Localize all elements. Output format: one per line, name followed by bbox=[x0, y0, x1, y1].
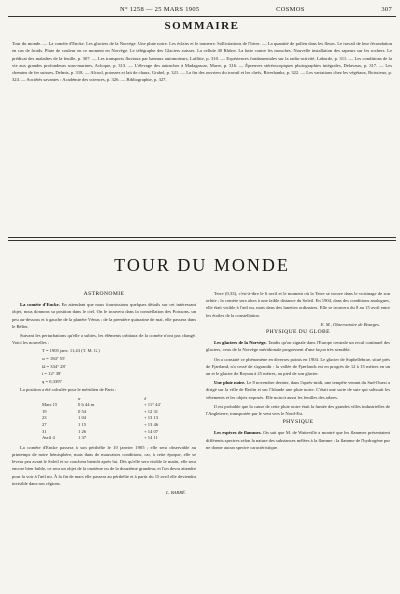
paragraph: La comète d'Encke. En attendant que nous fournissions quelques détails sur cet intéressant objet, nous donnons sa position dans le ciel. On le trouvera dans la constellation des Poissons, un peu au-dessous et à gauche de la planète Vénus ; de la première quinzaine de mai, elle passera dans le Bélier. bbox=[12, 302, 196, 329]
sommaire-text: Tour du monde. — La comète d'Encke. Les glaciers de la Norvège. Une pluie noire. Les éclairs et le tonnerre. Sollicitations de l'hiver. — La quantité de pollen dans les fleurs. Le travail de leur fécondation en cas de froids. Pluie de couleur en ce moment en Norvège. Le télégraphe des Glaciers suisses. La cellule 40 Rhône. La lutte contre les mouches. Nouvelle installation des sapeurs sur les rochers. Le prédicat des maladies de la feuille, p. 307. — Les transports fluviaux par bateaux automoteurs, Laffitte, p. 310. — Expériences fondamentales sur la radio-activité, Laborde, p. 311. — Les conditions de la vie aux grandes profondeurs sous-marines, Acloque, p. 313. — L'élevage des autruches à Madagascar, Marre, p. 316. — Épreuves stéréoscopiques photographies intégrales, Delavaux, p. 317. — Les chemins de fer suisses, Delmis, p. 318. — Alcool, potasses et lait de chaux, Grabel, p. 321. — La fin des ouvriers du travail et les chefs, Riverbanks, p. 322. — Les variations chez les végétaux, Boissieux, p. 324. — Sociétés savantes : Académie des sciences, p. 326. — Bibliographie, p. 327. bbox=[12, 41, 392, 83]
right-column bbox=[206, 290, 390, 590]
paragraph: Il est probable que la cause de cette pluie noire était la fumée des grandes villes industrielles de l'Angleterre, transportée par le vent vers le Nord-Est. bbox=[206, 403, 390, 417]
lead-especes: Les espèces de flammes. bbox=[214, 430, 262, 436]
table-cell: 0 h 44 m bbox=[78, 402, 95, 408]
paragraph: Les espèces de flammes. On sait que M. de Watteville a montré que les flammes présentaient différents spectres selon la nature des substances mêlées à la flamme ; la flamme de l'hydrogène pur ne donne aucun spectre caractéristique. bbox=[206, 430, 390, 450]
table-cell: + 13 46 bbox=[144, 421, 159, 427]
orbital-element: q = 0,3397 bbox=[42, 378, 62, 384]
table-cell: 31 bbox=[42, 428, 47, 434]
issue-number: N° 1258 — 25 MARS 1905 bbox=[120, 6, 200, 13]
table-cell: 1 04 bbox=[78, 415, 87, 421]
header-rule bbox=[8, 16, 396, 17]
paragraph: La comète d'Encke passera à son périhélie le 10 janvier 1905 ; elle sera observable au printemps de notre hémisphère, mais dans de mauvaises conditions, car, à cette époque, elle se lèvera peu avant le Soleil et se couchera bientôt après lui. Dès qu'elle sera visible le matin, elle sera encore bien faible, ce sera un objet de la onzième ou de la douzième grandeur, et l'on devra attendre pour la voir à l'œil nu. À la fin de mars elle passera au périhélie et à partir du 15 avril elle deviendra invisible dans nos régions. bbox=[12, 444, 196, 486]
table-cell: 0 54 bbox=[78, 408, 87, 414]
paragraph: Les glaciers de la Norvège. Tandis qu'on signale dans l'Europe centrale un recul continuel des glaciers, ceux de la Norvège méridionale progressent d'une façon très sensible. bbox=[206, 340, 390, 353]
paragraph: La position a été calculée pour le méridien de Paris : bbox=[20, 387, 117, 393]
orbital-element: T = 1905 janv. 11,43 (T. M. G.) bbox=[42, 348, 100, 354]
lead-pluie: Une pluie noire. bbox=[214, 380, 246, 386]
section-rule-top bbox=[8, 237, 396, 238]
table-header: δ bbox=[144, 395, 147, 401]
signature: E. M., Observatoire de Bourges. bbox=[320, 321, 380, 327]
table-cell: 23 bbox=[42, 415, 47, 421]
paragraph: On a constaté ce phénomène en diverses points en 1904. Le glacier de Suphellebrae, situé près de Fjærland, n'a cessé de s'agrandir : la vallée de Fjærlands est en progrès de 12 à 15 mètres en un an et le glacier de Boyum à 25 mètres, au pied de son glacier. bbox=[206, 356, 390, 377]
section-title: TOUR DU MONDE bbox=[114, 255, 290, 275]
table-header bbox=[42, 396, 72, 403]
table-cell: + 13 13 bbox=[144, 415, 159, 421]
table-cell: + 14 11 bbox=[144, 435, 158, 441]
section-rule-bottom bbox=[8, 240, 396, 241]
orbital-element: Ω = 334° 28' bbox=[42, 363, 66, 369]
orbital-element: ω = 184° 55' bbox=[42, 356, 66, 362]
table-cell: Avril 4 bbox=[42, 435, 55, 441]
table-cell: Mars 15 bbox=[42, 402, 58, 408]
left-column bbox=[12, 290, 196, 590]
sommaire-title: SOMMAIRE bbox=[164, 20, 240, 32]
journal-title: COSMOS bbox=[276, 6, 305, 13]
ephemeris-table bbox=[42, 396, 196, 442]
table-cell: + 11° 44' bbox=[144, 402, 161, 408]
table-header: α bbox=[78, 395, 81, 401]
table-cell: 27 bbox=[42, 421, 47, 427]
table-cell: + 14 07 bbox=[144, 428, 159, 434]
page-number: 307 bbox=[381, 6, 392, 13]
signature: L. BARRÉ. bbox=[165, 489, 186, 495]
table-cell: 1 37 bbox=[78, 435, 87, 441]
paragraph: Suivant les perturbations qu'elle a subies, les éléments orbitaux de la comète n'ont pas changé. Voici les nouvelles : bbox=[12, 333, 196, 346]
running-header bbox=[92, 4, 392, 15]
orbital-element: i = 12° 38' bbox=[42, 371, 62, 377]
paragraph: Terre (0,33), c'est-à-dire le 6 avril et le moment où la Terre se trouve dans le voisinage de son orbite ; la comète sera alors à une faible distance du Soleil. En 1904, dans des conditions analogues, elle était visible à l'œil nu, mais dans des lunettes ordinaires. Elle se trouvera du 8 au 15 avril entre les étoiles de la constellation. bbox=[206, 291, 390, 318]
paragraph: Une pluie noire. Le 8 novembre dernier, dans l'après-midi, une tempête venant du Sud-Ouest a dirigé sur la ville de Berlin et sur l'Irlande une pluie noire. C'était une sorte de suie qui salissait les vêtements et les objets exposés. Elle noircit aussi les feuilles des arbres. bbox=[206, 380, 390, 400]
table-cell: 1 26 bbox=[78, 428, 87, 434]
table-cell: 1 15 bbox=[78, 421, 87, 427]
table-cell: + 12 31 bbox=[144, 408, 159, 414]
heading-astronomie: ASTRONOMIE bbox=[83, 291, 125, 297]
heading-physique: PHYSIQUE bbox=[282, 419, 314, 426]
heading-physique-du-globe: PHYSIQUE DU GLOBE bbox=[266, 329, 330, 336]
lead-glaciers: Les glaciers de la Norvège. bbox=[214, 340, 267, 346]
lead-encke: La comète d'Encke. bbox=[20, 302, 60, 308]
table-cell: 19 bbox=[42, 408, 47, 414]
